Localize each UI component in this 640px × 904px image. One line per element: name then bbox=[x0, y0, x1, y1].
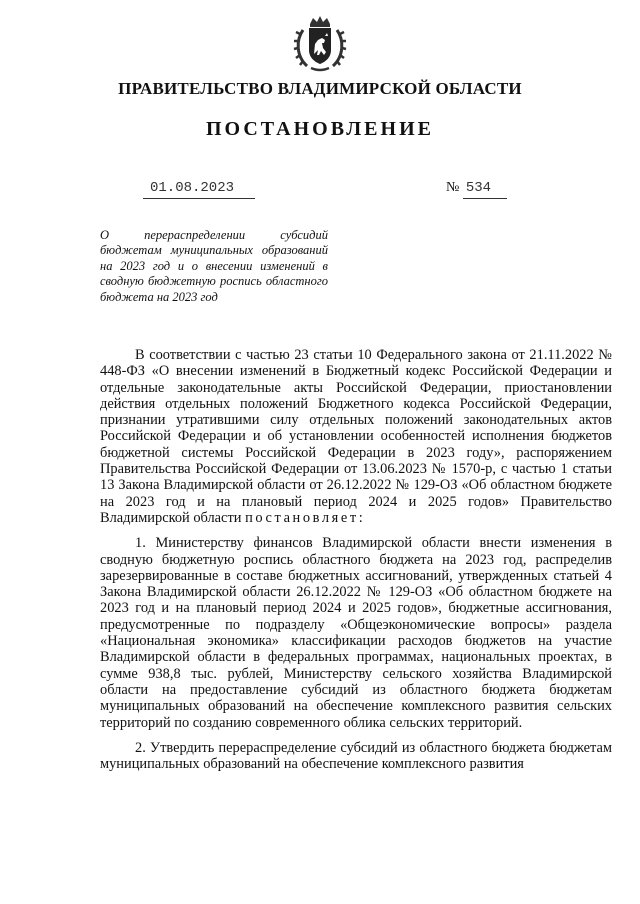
number-sign: № bbox=[446, 180, 460, 195]
coat-of-arms-icon bbox=[293, 14, 347, 72]
document-body bbox=[100, 347, 612, 772]
resolves-word: постановляет: bbox=[245, 509, 366, 526]
preamble-paragraph bbox=[100, 347, 612, 526]
document-date: 01.08.2023 bbox=[143, 180, 255, 199]
item-1-paragraph: 1. Министерству финансов Владимирской области внести изменения в сводную бюджетную роспись областного бюджета на 2023 год, распределив зарезервированные в составе бюджетных ассигнований, утвержденных статьей 4 Закона Владимирской области 26.12.2022 № 129-ОЗ «Об областном бюджете на 2023 год и на плановый период 2024 и 2025 годов», бюджетные ассигнования, предусмотренные по подразделу «Общеэкономические вопросы» раздела «Национальная экономика» классификации расходов бюджетов на участие Владимирской области в федеральных программах, национальных проектах, в сумме 938,8 тыс. рублей, Министерству сельского хозяйства Владимирской области на предоставление субсидий из областного бюджета бюджетам муниципальных образований на обеспечение комплексного развития сельских территорий по созданию современного облика сельских территорий. bbox=[100, 535, 612, 731]
government-title: ПРАВИТЕЛЬСТВО ВЛАДИМИРСКОЙ ОБЛАСТИ bbox=[118, 79, 522, 98]
item-2-paragraph: 2. Утвердить перераспределение субсидий из областного бюджета бюджетам муниципальных образований на обеспечение комплексного развития bbox=[100, 739, 612, 773]
document-subject: О перераспределении субсидий бюджетам муниципальных образований на 2023 год и о внесении изменений в сводную бюджетную роспись областного бюджета на 2023 год bbox=[100, 228, 328, 304]
document-number-block bbox=[446, 180, 507, 199]
document-type: ПОСТАНОВЛЕНИЕ bbox=[206, 118, 434, 140]
preamble-text: В соответствии с частью 23 статьи 10 Федерального закона от 21.11.2022 № 448-ФЗ «О внесении изменений в Бюджетный кодекс Российской Федерации и отдельные законодательные акты Российской Федерации, приостановлении действия отдельных положений Бюджетного кодекса Российской Федерации, признании утратившими силу отдельных положений законодательных актов Российской Федерации и об установлении особенностей исполнения бюджетов бюджетной системы Российской Федерации в 2023 году», распоряжением Правительства Российской Федерации от 13.06.2023 № 1570-р, с частью 1 статьи 13 Закона Владимирской области от 26.12.2022 № 129-ОЗ «Об областном бюджете на 2023 год и на плановый период 2024 и 2025 годов» Правительство Владимирской области bbox=[100, 347, 612, 526]
document-number: 534 bbox=[463, 180, 507, 199]
